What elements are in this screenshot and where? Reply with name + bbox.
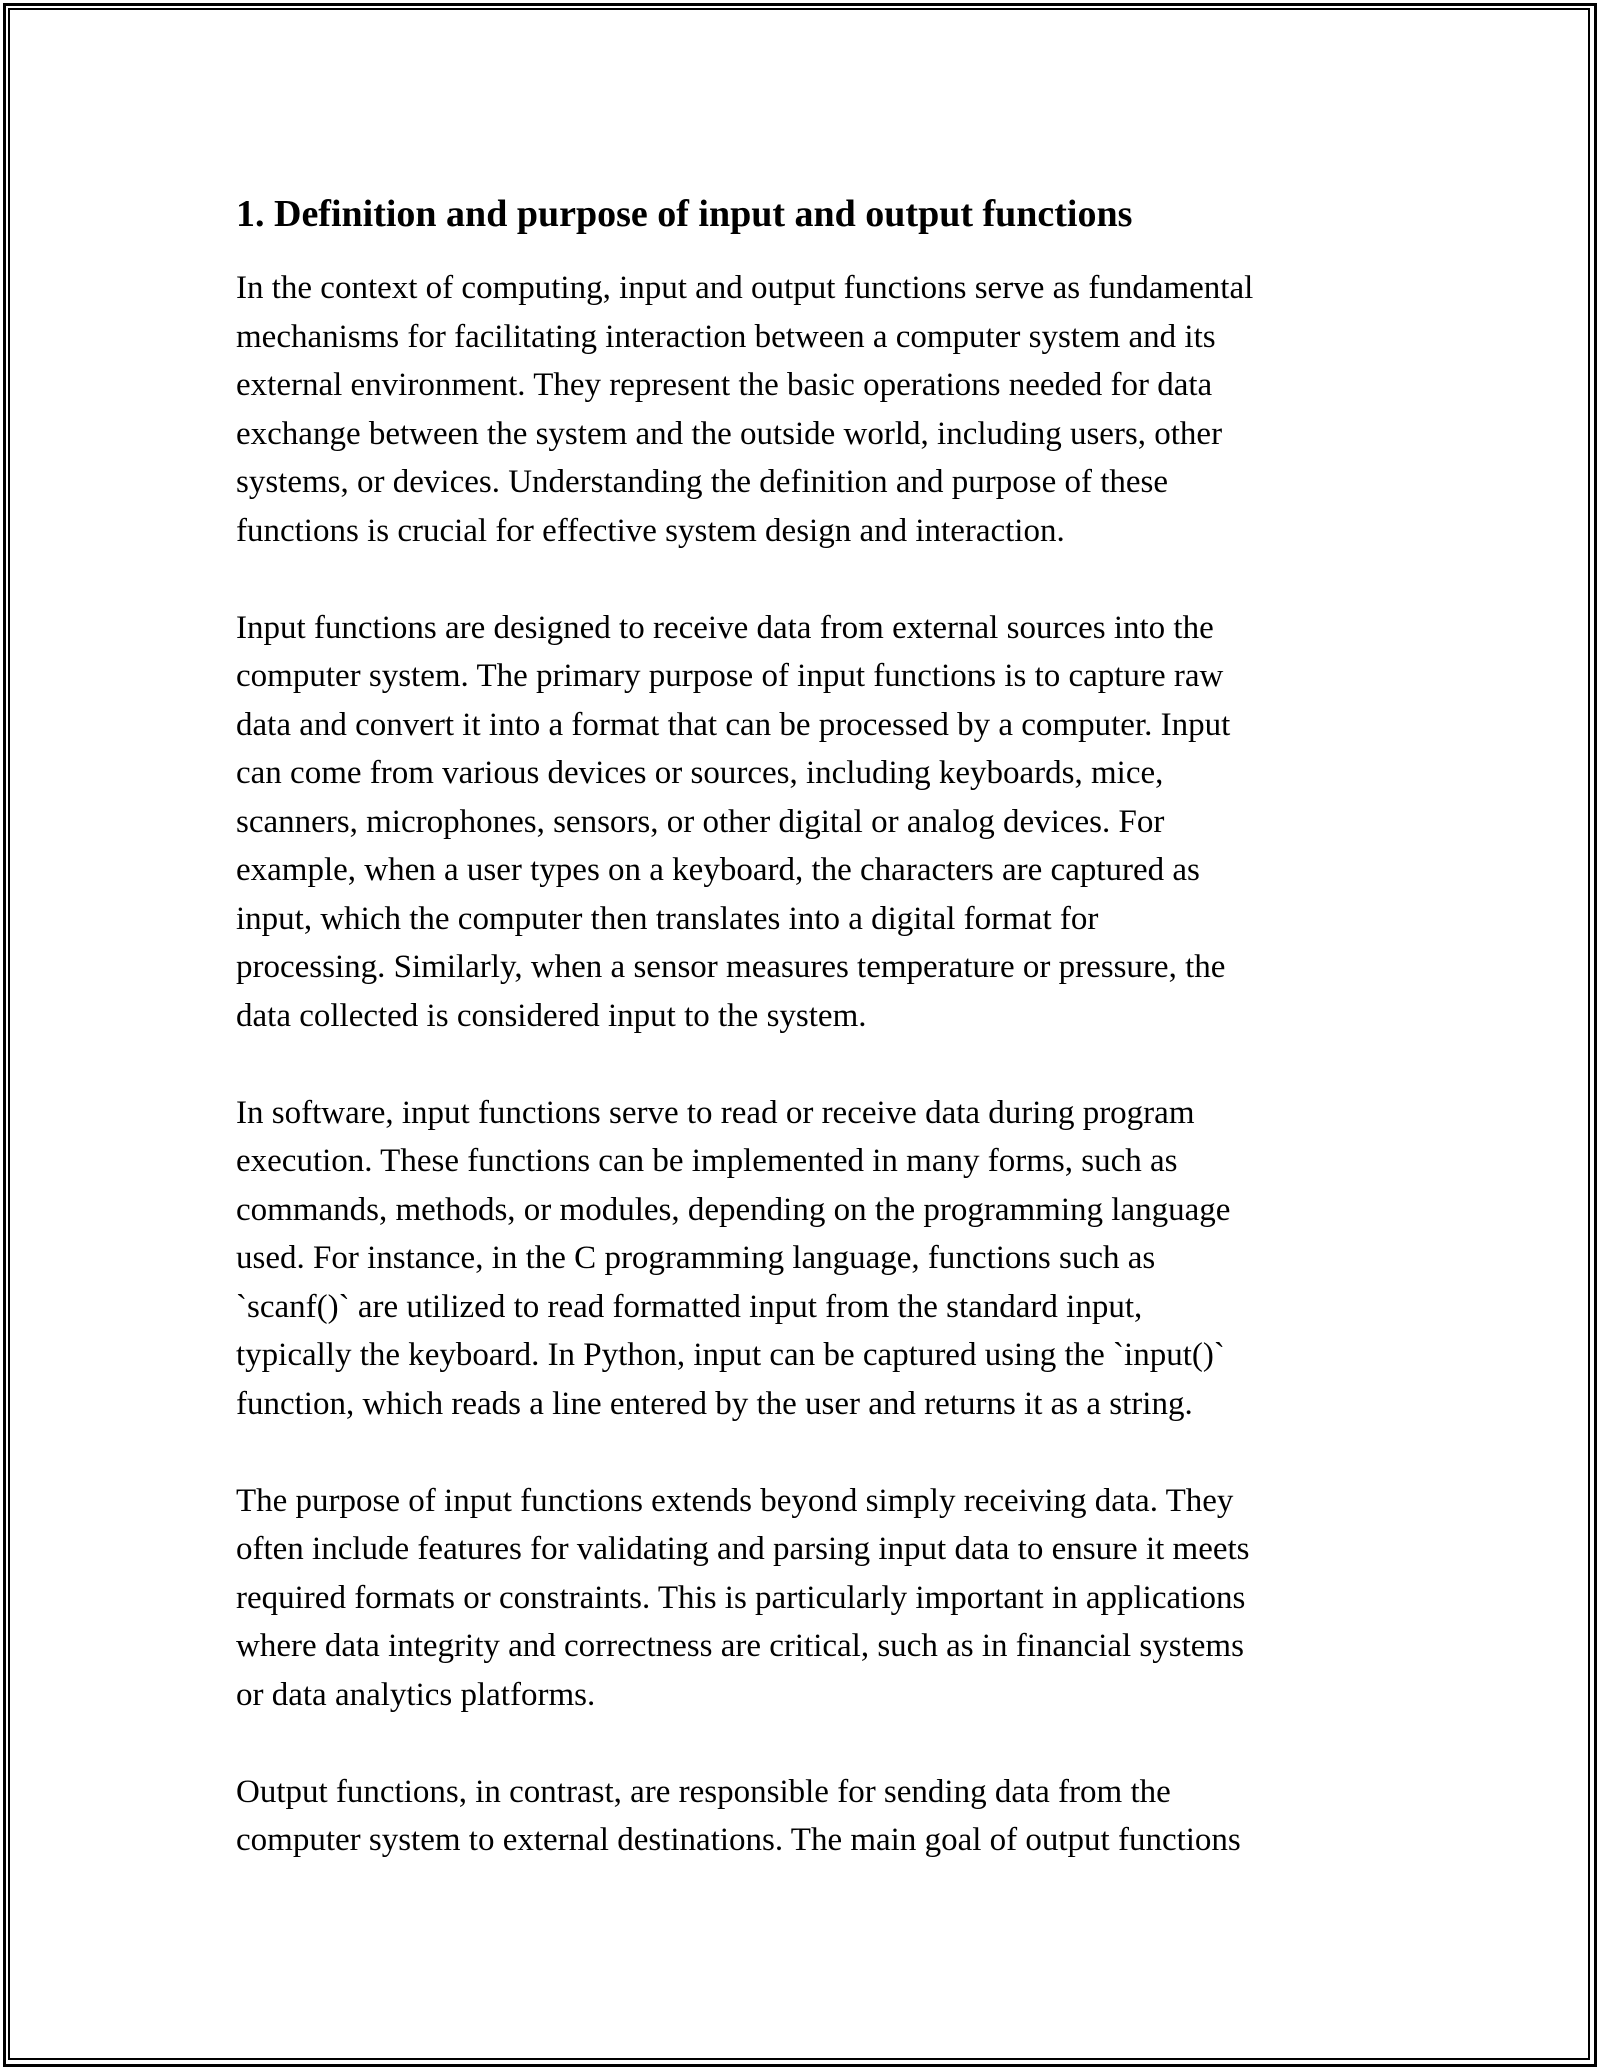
text-line: function, which reads a line entered by the user and returns it as a string.: [236, 1385, 1193, 1422]
text-line: used. For instance, in the C programming language, functions such as: [236, 1240, 1156, 1276]
text-line: computer system. The primary purpose of input functions is to capture raw: [236, 658, 1224, 694]
body-paragraph: [236, 1768, 1376, 1865]
text-line: data collected is considered input to the system.: [236, 997, 867, 1034]
body-paragraph: [236, 1477, 1376, 1720]
text-line: Output functions, in contrast, are responsible for sending data from the: [236, 1773, 1171, 1810]
text-line: exchange between the system and the outside world, including users, other: [236, 415, 1223, 452]
body-paragraph: [236, 604, 1376, 1041]
section-heading: 1. Definition and purpose of input and output functions: [236, 193, 1133, 235]
text-line: Input functions are designed to receive data from external sources into the: [236, 609, 1214, 646]
paragraph-list: [236, 264, 1376, 1865]
text-line: example, when a user types on a keyboard, the characters are captured as: [236, 852, 1200, 888]
text-line: In software, input functions serve to read or receive data during program: [236, 1094, 1195, 1131]
text-line: computer system to external destinations. The main goal of output functions: [236, 1822, 1241, 1858]
text-line: commands, methods, or modules, depending on the programming language: [236, 1191, 1231, 1228]
text-line: functions is crucial for effective system design and interaction.: [236, 512, 1065, 549]
text-line: execution. These functions can be implemented in many forms, such as: [236, 1143, 1178, 1179]
text-line: In the context of computing, input and output functions serve as fundamental: [236, 270, 1254, 306]
text-line: The purpose of input functions extends beyond simply receiving data. They: [236, 1482, 1234, 1519]
text-line: required formats or constraints. This is particularly important in applications: [236, 1579, 1246, 1616]
text-line: input, which the computer then translates into a digital format for: [236, 900, 1099, 937]
text-line: or data analytics platforms.: [236, 1676, 596, 1713]
text-line: scanners, microphones, sensors, or other digital or analog devices. For: [236, 803, 1165, 840]
document-body: [236, 186, 1376, 1913]
text-line: typically the keyboard. In Python, input can be captured using the `input()`: [236, 1337, 1225, 1373]
text-line: where data integrity and correctness are critical, such as in financial systems: [236, 1628, 1244, 1664]
body-paragraph: [236, 1089, 1376, 1429]
text-line: mechanisms for facilitating interaction between a computer system and its: [236, 318, 1216, 355]
text-line: processing. Similarly, when a sensor measures temperature or pressure, the: [236, 949, 1226, 985]
text-line: data and convert it into a format that can be processed by a computer. Input: [236, 706, 1231, 743]
text-line: often include features for validating and parsing input data to ensure it meets: [236, 1531, 1250, 1567]
text-line: can come from various devices or sources, including keyboards, mice,: [236, 755, 1164, 791]
body-paragraph: [236, 264, 1376, 555]
text-line: `scanf()` are utilized to read formatted input from the standard input,: [236, 1288, 1143, 1325]
text-line: systems, or devices. Understanding the definition and purpose of these: [236, 464, 1169, 500]
text-line: external environment. They represent the basic operations needed for data: [236, 367, 1213, 403]
